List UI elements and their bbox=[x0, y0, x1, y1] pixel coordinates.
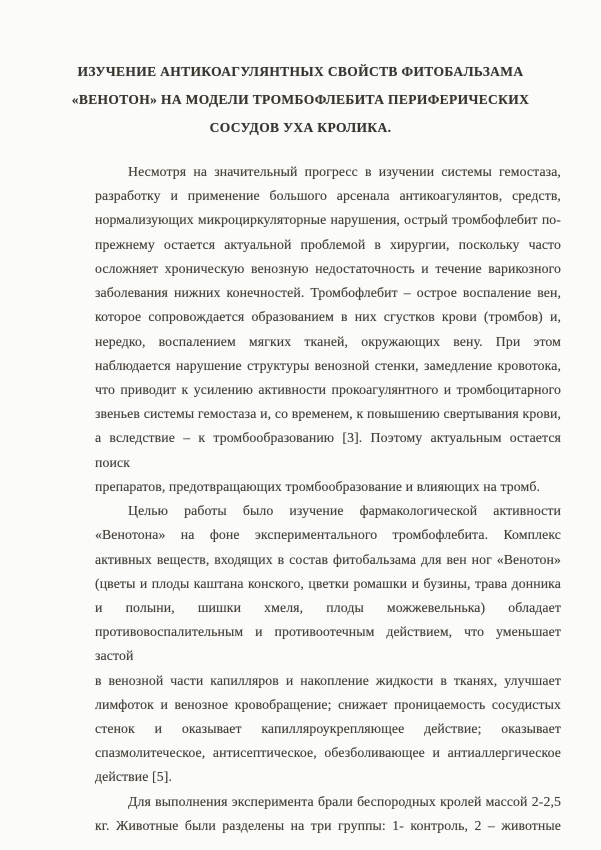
text-line: лимфоток и венозное кровобращение; снижает проницаемость сосудистых bbox=[95, 696, 561, 712]
title-line: ИЗУЧЕНИЕ АНТИКОАГУЛЯНТНЫХ СВОЙСТВ ФИТОБАЛЬЗАМА bbox=[77, 64, 524, 79]
text-line: осложняет хроническую венозную недостаточность и течение варикозного bbox=[95, 260, 561, 276]
title-line: «ВЕНОТОН» НА МОДЕЛИ ТРОМБОФЛЕБИТА ПЕРИФЕРИЧЕСКИХ bbox=[71, 92, 530, 107]
text-line: наблюдается нарушение структуры венозной стенки, замедление кровотока, bbox=[95, 357, 561, 373]
text-line: разработку и применение большого арсенала антикоагулянтов, средств, bbox=[95, 188, 561, 204]
text-line: (цветы и плоды каштана конского, цветки ромашки и бузины, трава донника bbox=[95, 575, 561, 591]
text-line: нередко, воспалением мягких тканей, окружающих вену. При этом bbox=[95, 333, 561, 349]
text-line: Целью работы было изучение фармакологической активности bbox=[128, 503, 561, 519]
document-body bbox=[95, 160, 561, 838]
text-line: что приводит к усилению активности прокоагулянтного и тромбоцитарного bbox=[95, 381, 561, 397]
title-line: СОСУДОВ УХА КРОЛИКА. bbox=[209, 120, 392, 135]
text-line: и полыни, шишки хмеля, плоды можжевельнька) обладает bbox=[95, 599, 561, 615]
text-line: спазмолитеческое, антисептическое, обезболивающее и антиаллергическое bbox=[95, 745, 561, 761]
text-line: кг. Животные были разделены на три группы: 1- контроль, 2 – животные bbox=[95, 817, 561, 833]
text-line: Несмотря на значительный прогресс в изучении системы гемостаза, bbox=[128, 164, 561, 179]
text-line: а вследствие – к тромбообразованию [3]. Поэтому актуальным остается поиск bbox=[95, 430, 561, 470]
text-line: действие [5]. bbox=[95, 769, 172, 785]
text-line: заболевания нижних конечностей. Тромбофлебит – острое воспаление вен, bbox=[95, 285, 561, 301]
text-line: прежнему остается актуальной проблемой в хирургии, поскольку часто bbox=[95, 236, 561, 252]
text-line: которое сопровождается образованием в них сгустков крови (тромбов) и, bbox=[95, 309, 561, 325]
text-line: нормализующих микроциркуляторные нарушения, острый тромбофлебит по- bbox=[95, 212, 561, 228]
text-line: противовоспалительным и противоотечным действием, что уменьшает застой bbox=[95, 624, 561, 664]
text-line: «Венотона» на фоне экспериментального тромбофлебита. Комплекс bbox=[95, 527, 561, 543]
text-line: активных веществ, входящих в состав фитобальзама для вен ног «Венотон» bbox=[95, 551, 561, 567]
text-line: в венозной части капилляров и накопление жидкости в тканях, улучшает bbox=[95, 672, 561, 688]
text-line: препаратов, предотвращающих тромбообразование и влияющих на тромб. bbox=[95, 478, 540, 494]
document-title bbox=[40, 58, 561, 142]
text-line: звеньев системы гемостаза и, со временем, к повышению свертывания крови, bbox=[95, 406, 561, 422]
text-line: стенок и оказывает капилляроукрепляющее действие; оказывает bbox=[95, 721, 561, 737]
text-line: Для выполнения эксперимента брали беспородных кролей массой 2-2,5 bbox=[128, 793, 561, 809]
